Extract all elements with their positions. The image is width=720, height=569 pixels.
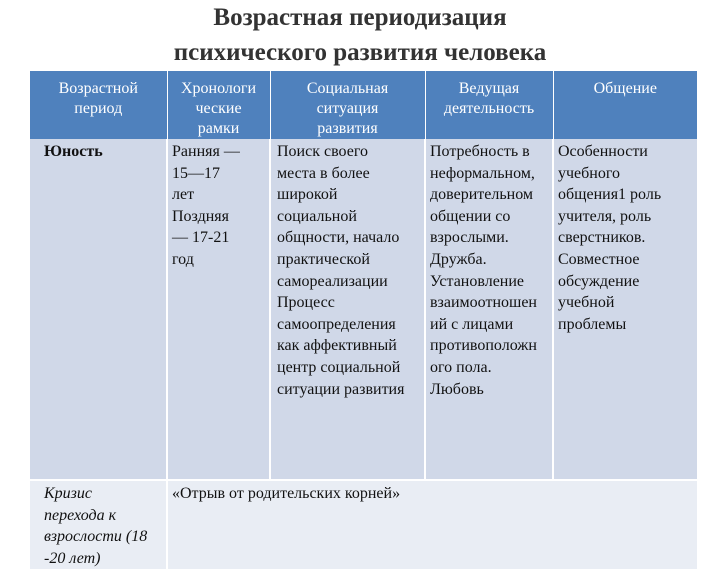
header-social-situation: Социальная ситуация развития — [270, 71, 425, 139]
cell-crisis-period: Кризис перехода к взрослости (18 -20 лет) — [30, 480, 167, 569]
header-age-period: Возрастной период — [30, 71, 167, 139]
cell-social-situation: Поиск своего места в более широкой социальной общности, начало практической самореализации Процесс самоопределения как аффективный центр социальной ситуации развития — [270, 139, 425, 480]
title-line-1: Возрастная периодизация — [213, 4, 507, 31]
cell-communication: Особенности учебного общения1 роль учителя, роль сверстников. Совместное обсуждение учебной проблемы — [553, 139, 697, 480]
cell-chronology: Ранняя — 15—17 лет Поздняя — 17-21 год — [167, 139, 270, 480]
header-chronology: Хронологи ческие рамки — [167, 71, 270, 139]
periodization-table — [30, 71, 697, 569]
title-line-2: психического развития человека — [173, 39, 547, 66]
table-row-crisis — [30, 480, 697, 569]
cell-period: Юность — [30, 139, 167, 480]
table-header-row — [30, 71, 697, 139]
table-row-youth — [30, 139, 697, 480]
slide-title — [0, 0, 720, 70]
cell-leading-activity: Потребность в неформальном, доверительном общении со взрослыми. Дружба. Установление взаимоотношен ий с лицами противоположн ого пола. Любовь — [425, 139, 553, 480]
header-communication: Общение — [553, 71, 697, 139]
cell-crisis-description: «Отрыв от родительских корней» — [167, 480, 697, 569]
header-leading-activity: Ведущая деятельность — [425, 71, 553, 139]
